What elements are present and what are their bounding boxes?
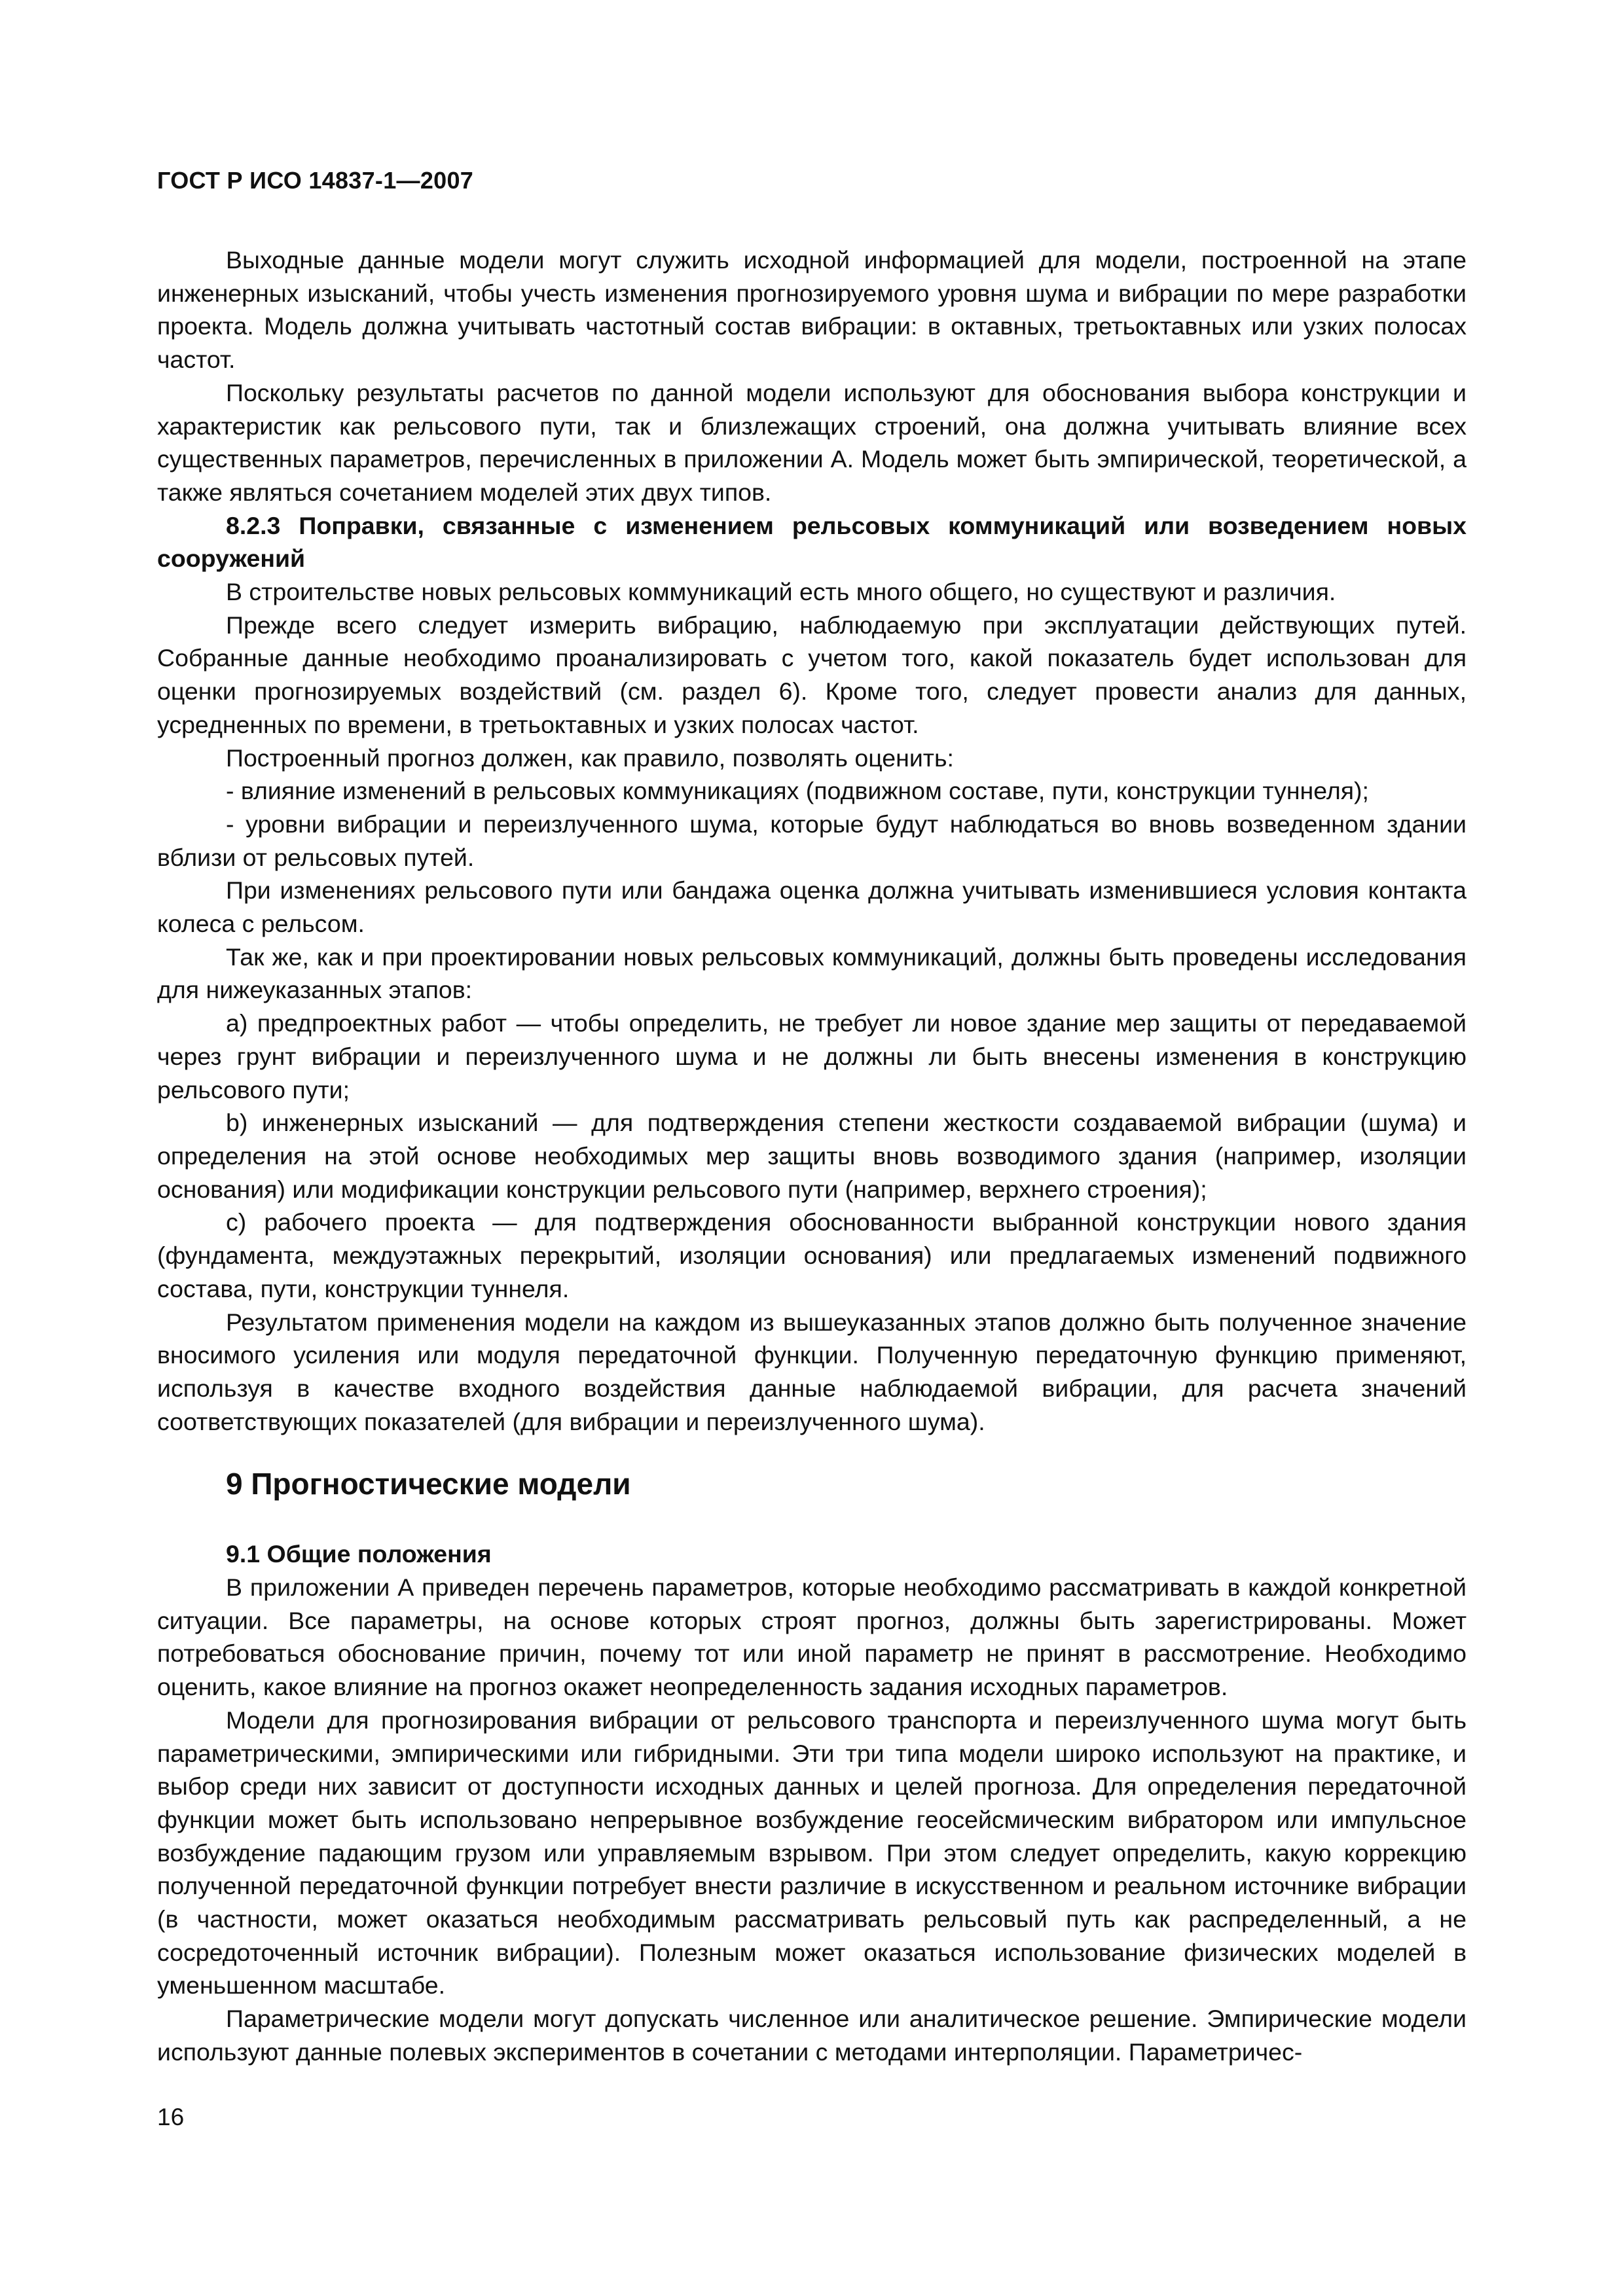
document-body <box>157 243 1467 2069</box>
paragraph: Результатом применения модели на каждом из вышеуказанных этапов должно быть полученное значение вносимого усиления или модуля передаточной функции. Полученную передаточную функцию применяют, используя в качестве входного воздействия данные наблюдаемой вибрации, для расчета значений соответствующих показателей (для вибрации и переизлученного шума). <box>157 1308 1467 1435</box>
paragraph: При изменениях рельсового пути или бандажа оценка должна учитывать изменившиеся условия контакта колеса с рельсом. <box>157 876 1467 938</box>
paragraph: Прежде всего следует измерить вибрацию, наблюдаемую при эксплуатации действующих путей. Собранные данные необходимо проанализировать с учетом того, какой показатель будет использован для оценки прогнозируемых воздействий (см. раздел 6). Кроме того, следует провести анализ для данных, усредненных по времени, в третьоктавных и узких полосах частот. <box>157 611 1467 738</box>
list-item: - влияние изменений в рельсовых коммуникациях (подвижном составе, пути, конструкции туннеля); <box>226 777 1369 805</box>
paragraph: Так же, как и при проектировании новых рельсовых коммуникаций, должны быть проведены исследования для нижеуказанных этапов: <box>157 942 1467 1004</box>
paragraph: Параметрические модели могут допускать численное или аналитическое решение. Эмпирические модели используют данные полевых экспериментов в сочетании с методами интерполяции. Параметричес- <box>157 2005 1467 2066</box>
paragraph: Модели для прогнозирования вибрации от рельсового транспорта и переизлученного шума могут быть параметрическими, эмпирическими или гибридными. Эти три типа модели широко используют на практике, и выбор среди них зависит от доступности исходных данных и целей прогноза. Для определения передаточной функции может быть использовано непрерывное возбуждение геосейсмическим вибратором или импульсное возбуждение падающим грузом или управляемым взрывом. При этом следует определить, какую коррекцию полученной передаточной функции потребует внести различие в искусственном и реальном источнике вибрации (в частности, может оказаться необходимым рассматривать рельсовый путь как распределенный, а не сосредоточенный источник вибрации). Полезным может оказаться использование физических моделей в уменьшенном масштабе. <box>157 1706 1467 2000</box>
section-title-9: 9 Прогностические модели <box>226 1467 631 1501</box>
document-header: ГОСТ Р ИСО 14837-1—2007 <box>157 167 474 194</box>
list-item: a) предпроектных работ — чтобы определить, не требует ли новое здание мер защиты от передаваемой через грунт вибрации и переизлученного шума и не должны ли быть внесены изменения в конструкцию рельсового пути; <box>157 1009 1467 1103</box>
list-item: b) инженерных изысканий — для подтверждения степени жесткости создаваемой вибрации (шума) и определения на этой основе необходимых мер защиты вновь возводимого здания (например, изоляции основания) или модификации конструкции рельсового пути (например, верхнего строения); <box>157 1109 1467 1203</box>
page-number: 16 <box>157 2104 185 2130</box>
list-item: - уровни вибрации и переизлученного шума, которые будут наблюдаться во вновь возведенном здании вблизи от рельсовых путей. <box>157 810 1467 871</box>
paragraph: Построенный прогноз должен, как правило, позволять оценить: <box>226 744 954 772</box>
paragraph: В строительстве новых рельсовых коммуникаций есть много общего, но существуют и различия. <box>226 578 1336 606</box>
list-item: c) рабочего проекта — для подтверждения обоснованности выбранной конструкции нового здания (фундамента, междуэтажных перекрытий, изоляции основания) или предлагаемых изменений подвижного состава, пути, конструкции туннеля. <box>157 1208 1467 1302</box>
paragraph: Выходные данные модели могут служить исходной информацией для модели, построенной на этапе инженерных изысканий, чтобы учесть изменения прогнозируемого уровня шума и вибрации по мере разработки проекта. Модель должна учитывать частотный состав вибрации: в октавных, третьоктавных или узких полосах частот. <box>157 246 1467 374</box>
subsection-title-9-1: 9.1 Общие положения <box>226 1540 492 1568</box>
paragraph: В приложении А приведен перечень параметров, которые необходимо рассматривать в каждой конкретной ситуации. Все параметры, на основе которых строят прогноз, должны быть зарегистрированы. Может потребоваться обоснование причин, почему тот или иной параметр не принят в рассмотрение. Необходимо оценить, какое влияние на прогноз окажет неопределенность задания исходных параметров. <box>157 1573 1467 1701</box>
paragraph: Поскольку результаты расчетов по данной модели используют для обоснования выбора конструкции и характеристик как рельсового пути, так и близлежащих строений, она должна учитывать влияние всех существенных параметров, перечисленных в приложении А. Модель может быть эмпирической, теоретической, а также являться сочетанием моделей этих двух типов. <box>157 378 1467 506</box>
clause-heading-8-2-3: 8.2.3 Поправки, связанные с изменением рельсовых коммуникаций или возведением новых сооружений <box>157 511 1467 573</box>
